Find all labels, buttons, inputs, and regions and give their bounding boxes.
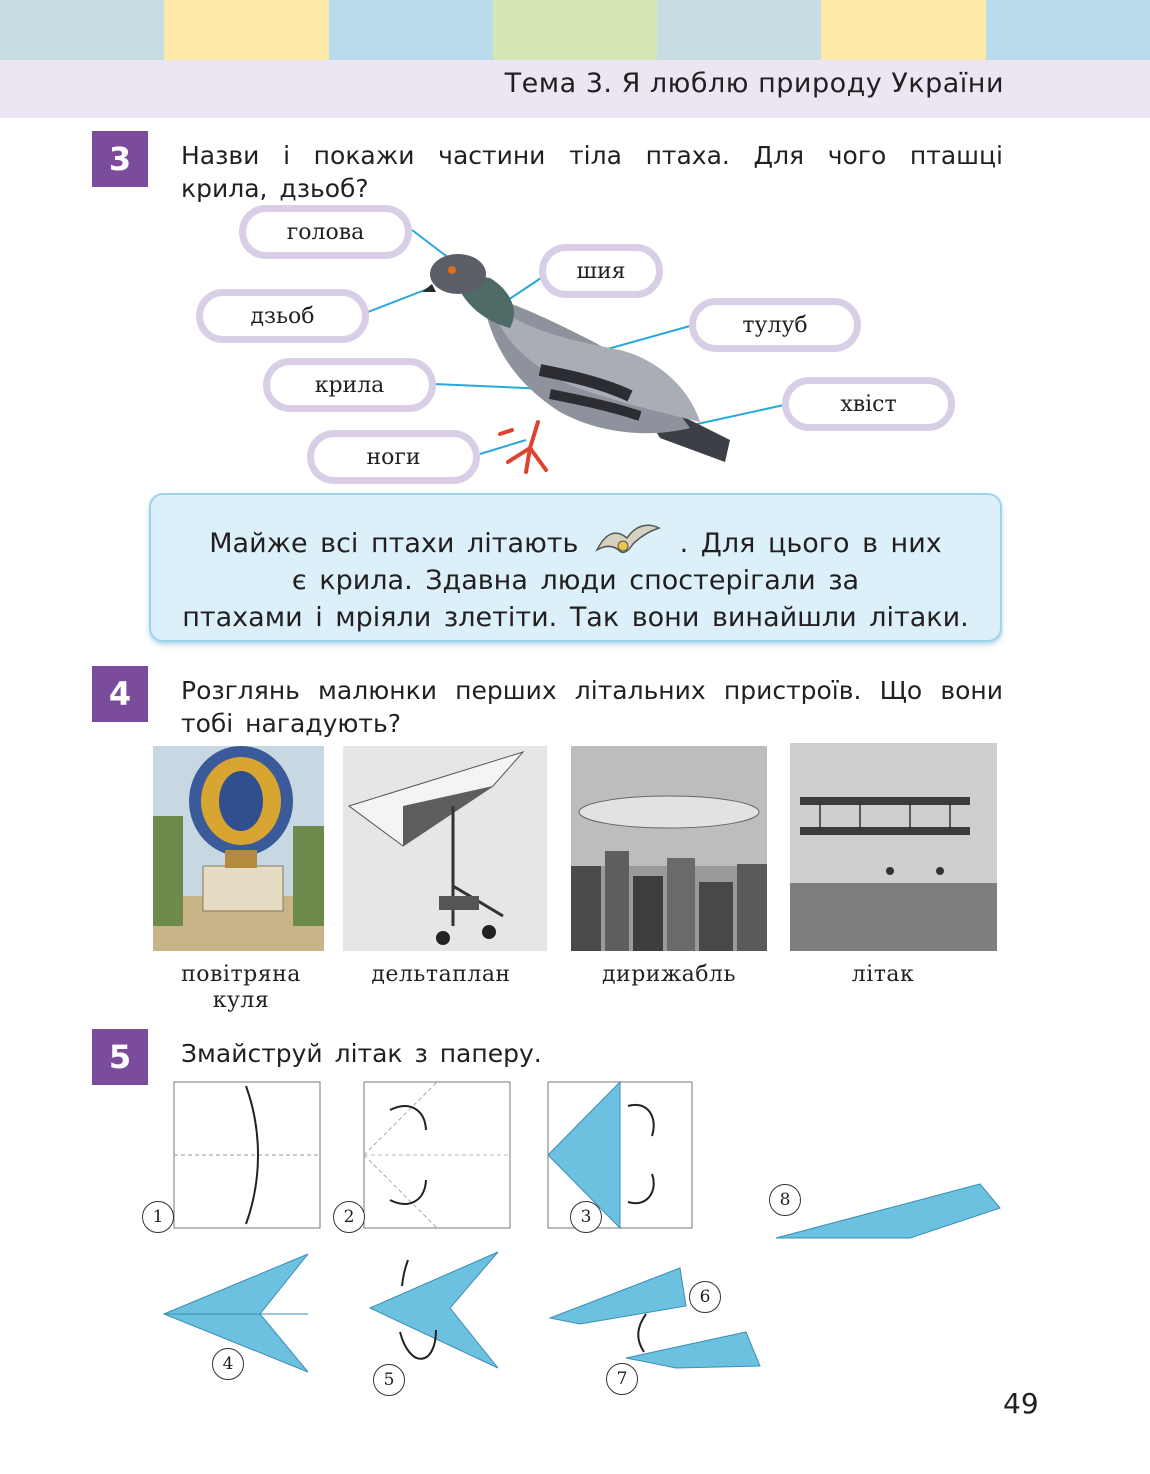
caption-airship: дирижабль (601, 962, 736, 987)
stripe (329, 0, 493, 60)
stripe (986, 0, 1150, 60)
stripe (493, 0, 657, 60)
label-head: голова (239, 205, 412, 259)
step-4-marker: 4 (212, 1348, 244, 1380)
airplane-photo (790, 743, 997, 951)
info-box (149, 493, 1002, 642)
info-line-1a: Майже всі птахи літають (209, 528, 579, 559)
hang-glider-photo (343, 746, 547, 951)
info-line-1b: . Для цього в них (679, 528, 942, 559)
label-body: тулуб (689, 298, 861, 352)
step-2-marker: 2 (333, 1201, 365, 1233)
stripe (164, 0, 328, 60)
paper-plane-instructions (140, 1070, 1020, 1400)
stripe (657, 0, 821, 60)
flying-bird-icon (595, 520, 663, 558)
task-3-number: 3 (92, 131, 148, 187)
label-beak: дзьоб (196, 289, 369, 343)
info-line-2: є крила. Здавна люди спостерігали за (291, 565, 860, 596)
label-wings: крила (263, 358, 436, 412)
step-5-marker: 5 (373, 1364, 405, 1396)
task-5-number: 5 (92, 1029, 148, 1085)
header-color-stripes (0, 0, 1150, 60)
topic-bar (0, 60, 1150, 118)
caption-airplane: літак (851, 962, 915, 987)
caption-balloon: повітряна куля (181, 962, 301, 1013)
label-tail: хвіст (782, 377, 955, 431)
step-6-marker: 6 (689, 1281, 721, 1313)
label-neck: шия (539, 244, 663, 298)
step-8-marker: 8 (769, 1184, 801, 1216)
step-1-marker: 1 (142, 1201, 174, 1233)
task-4-text: Розглянь малюнки перших літальних пристроїв. Що вони тобі нагадують? (181, 676, 1003, 738)
task-3-text: Назви і покажи частини тіла птаха. Для чого пташці крила, дзьоб? (181, 141, 1003, 203)
airship-photo (571, 746, 767, 951)
info-line-3: птахами і мріяли злетіти. Так вони винайшли літаки. (182, 602, 969, 633)
label-legs: ноги (307, 430, 480, 484)
task-5-text: Змайструй літак з паперу. (181, 1039, 542, 1068)
stripe (0, 0, 164, 60)
stripe (821, 0, 985, 60)
step-7-marker: 7 (606, 1363, 638, 1395)
info-line-1 (151, 520, 1000, 562)
step-3-marker: 3 (570, 1201, 602, 1233)
hot-air-balloon-photo (153, 746, 324, 951)
topic-title: Тема 3. Я люблю природу України (504, 68, 1004, 99)
caption-hang-glider: дельтаплан (371, 962, 511, 987)
page-number: 49 (1003, 1387, 1039, 1420)
task-4-number: 4 (92, 666, 148, 722)
